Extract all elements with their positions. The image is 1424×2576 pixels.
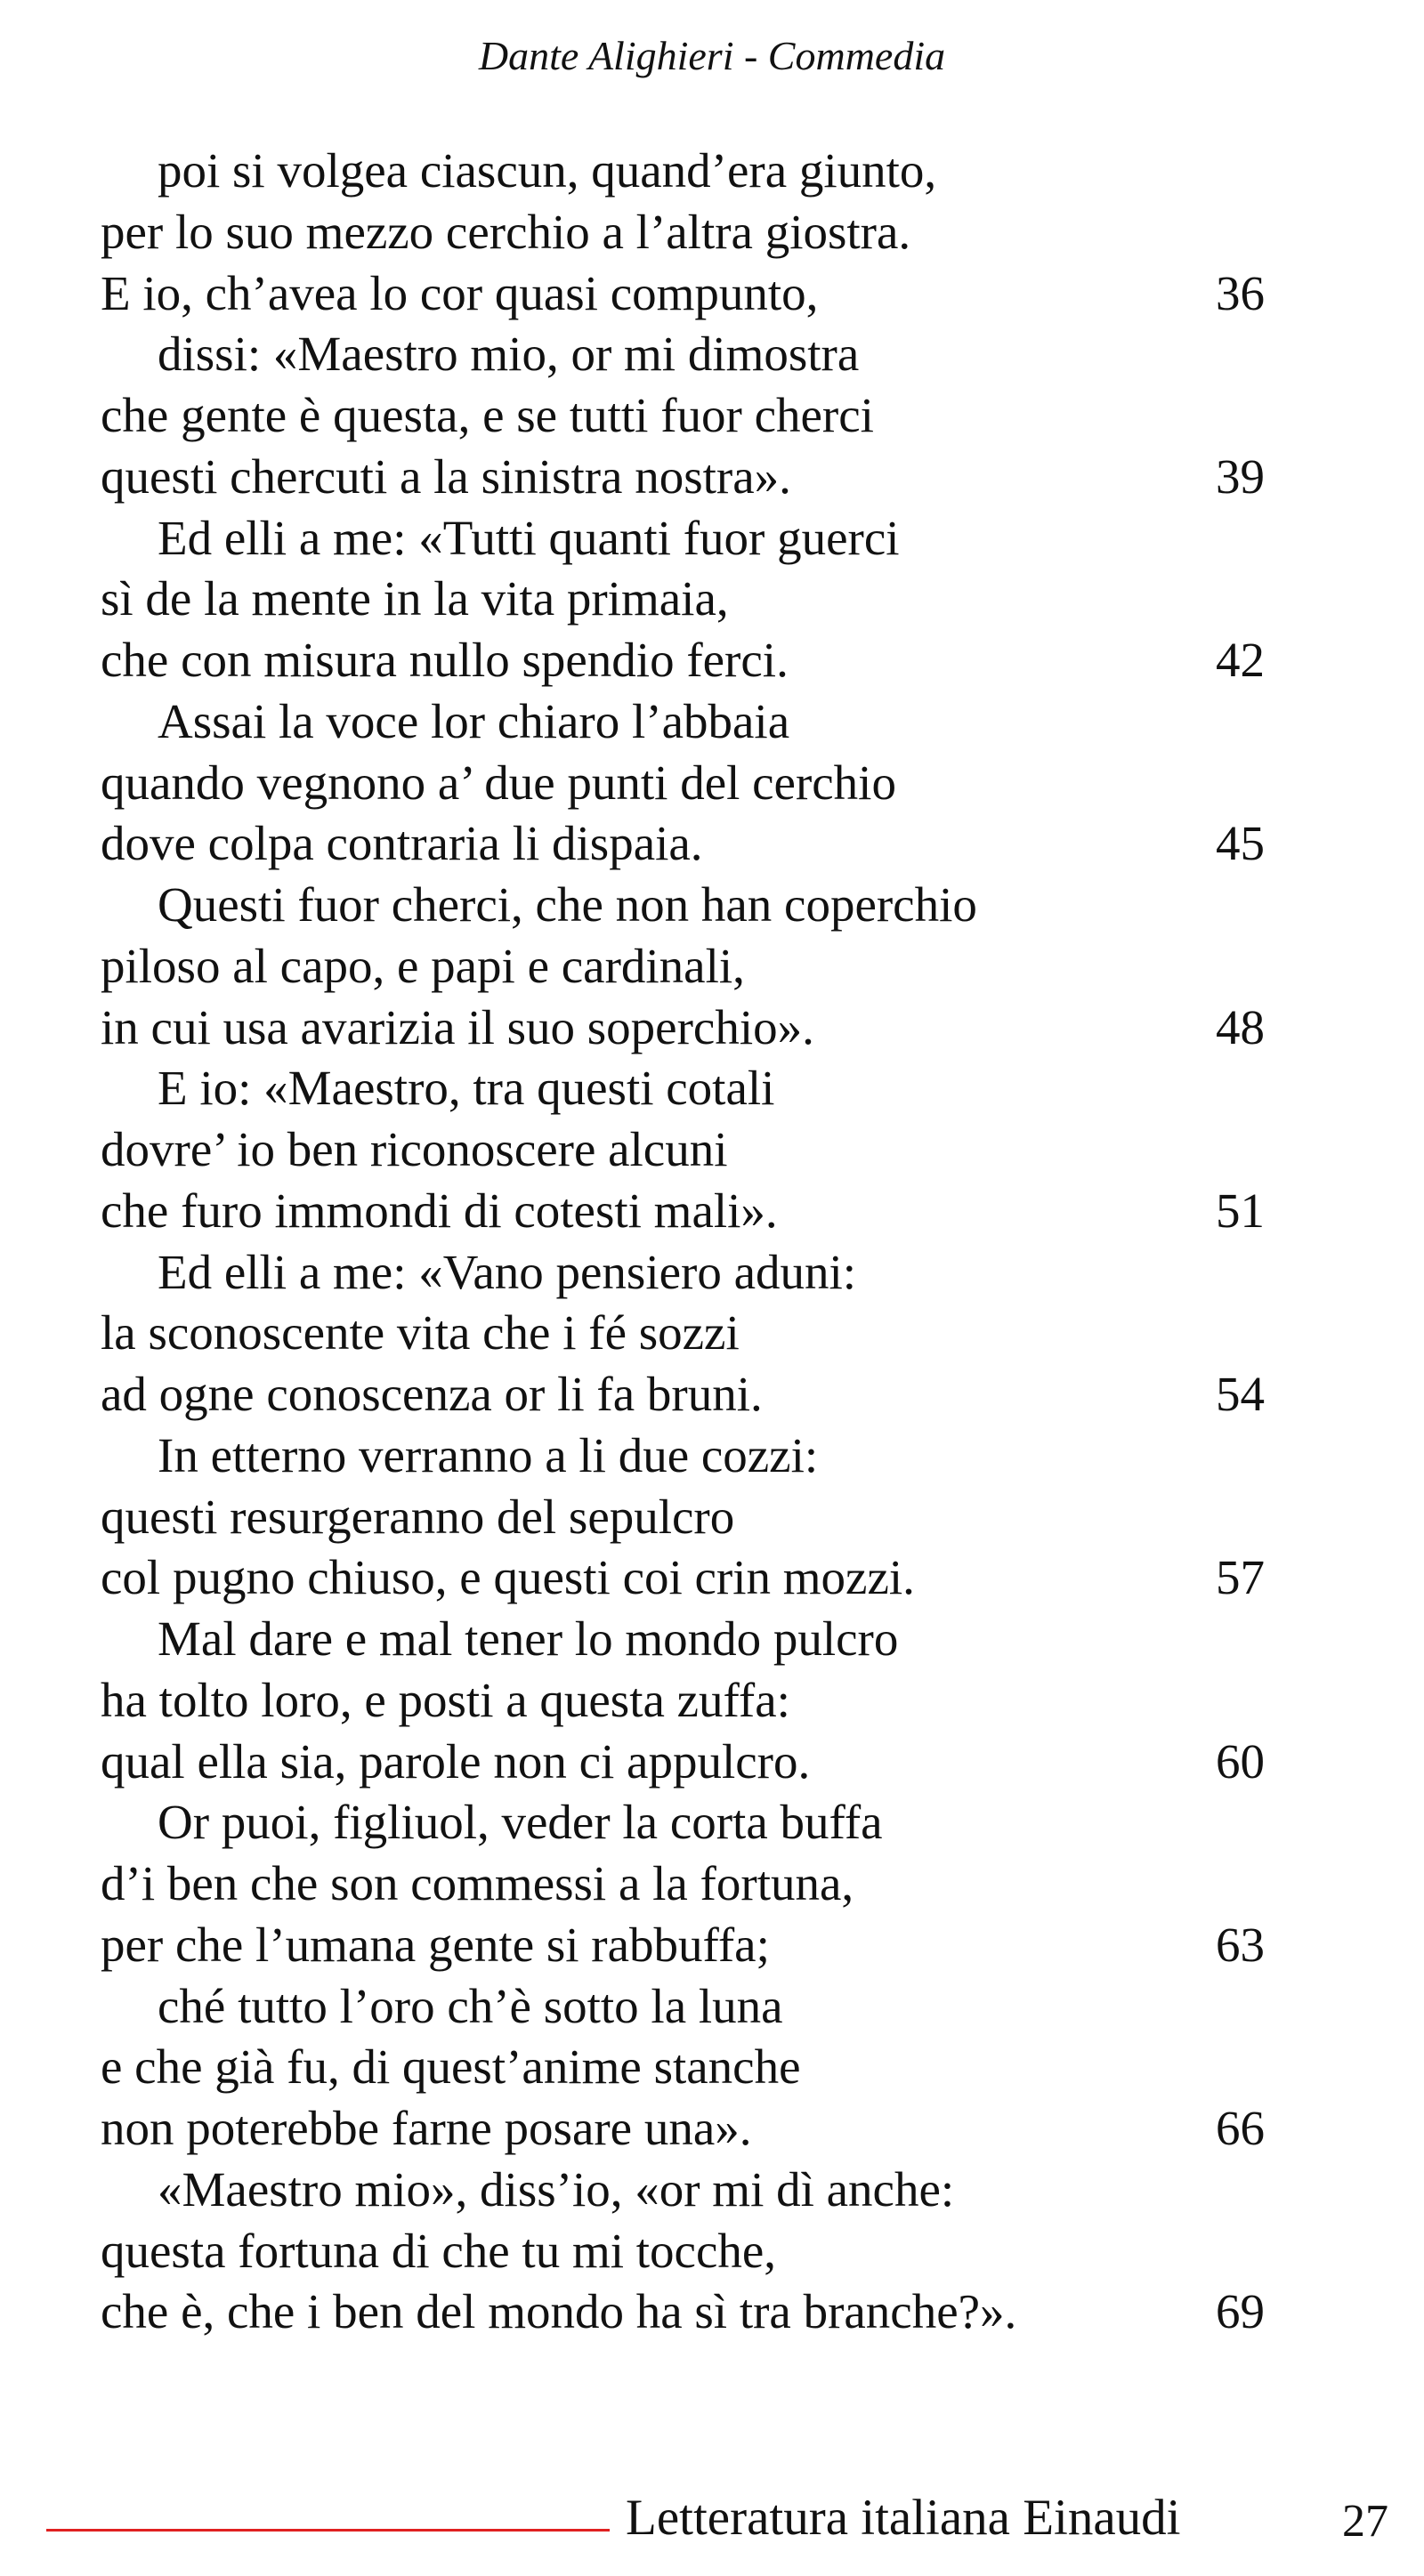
verse-text: poi si volgea ciascun, quand’era giunto,	[158, 143, 937, 198]
verse-text: in cui usa avarizia il suo soperchio».	[101, 999, 814, 1054]
verse-line	[101, 508, 1258, 569]
verse-number: 42	[1216, 633, 1265, 687]
verse-text: e che già fu, di quest’anime stanche	[101, 2039, 801, 2095]
verse-line	[101, 1487, 1258, 1548]
verse-text: per lo suo mezzo cerchio a l’altra giostra.	[101, 204, 911, 259]
verse-line	[101, 1670, 1258, 1732]
verse-text: quando vegnono a’ due punti del cerchio	[101, 755, 896, 810]
verse-number: 51	[1216, 1183, 1265, 1238]
verse-line	[101, 691, 1258, 753]
verse-line	[101, 1976, 1258, 2038]
verse-number: 45	[1216, 816, 1265, 871]
verse-line	[101, 1609, 1258, 1670]
verse-text: ha tolto loro, e posti a questa zuffa:	[101, 1672, 790, 1727]
verse-line	[101, 569, 1258, 630]
verse-line	[101, 997, 1265, 1059]
verse-line	[101, 1181, 1265, 1242]
footer-rule	[46, 2529, 610, 2532]
verse-text: questi chercuti a la sinistra nostra».	[101, 448, 791, 504]
verse-text: che è, che i ben del mondo ha sì tra branche?».	[101, 2284, 1017, 2339]
verse-text: questi resurgeranno del sepulcro	[101, 1489, 735, 1544]
verse-line	[101, 1792, 1258, 1853]
header-title: Dante Alighieri - Commedia	[478, 33, 946, 78]
verse-text: che gente è questa, e se tutti fuor cherci	[101, 388, 874, 442]
verse-text: «Maestro mio», diss’io, «or mi dì anche:	[158, 2161, 955, 2217]
verse-line	[101, 263, 1265, 325]
poem-text	[101, 141, 1265, 2343]
verse-number: 54	[1216, 1367, 1265, 1421]
verse-line	[101, 141, 1258, 202]
verse-number: 39	[1216, 448, 1265, 504]
verse-line	[101, 630, 1265, 691]
page-number: 27	[1342, 2496, 1388, 2547]
verse-text: la sconoscente vita che i fé sozzi	[101, 1305, 740, 1361]
verse-line	[101, 875, 1258, 936]
verse-line	[101, 1547, 1265, 1609]
verse-number: 48	[1216, 999, 1265, 1054]
verse-text: sì de la mente in la vita primaia,	[101, 571, 729, 626]
verse-line	[101, 936, 1258, 997]
verse-line	[101, 324, 1258, 385]
verse-text: Mal dare e mal tener lo mondo pulcro	[158, 1611, 899, 1666]
verse-text: questa fortuna di che tu mi tocche,	[101, 2223, 777, 2278]
verse-number: 66	[1216, 2101, 1265, 2155]
verse-number: 69	[1216, 2284, 1265, 2339]
verse-line	[101, 1058, 1258, 1119]
verse-text: Assai la voce lor chiaro l’abbaia	[158, 693, 790, 748]
verse-text: In etterno verranno a li due cozzi:	[158, 1427, 819, 1482]
verse-text: piloso al capo, e papi e cardinali,	[101, 938, 745, 993]
verse-text: Or puoi, figliuol, veder la corta buffa	[158, 1795, 883, 1850]
verse-line	[101, 1242, 1258, 1304]
verse-line	[101, 2221, 1258, 2282]
verse-text: che furo immondi di cotesti mali».	[101, 1183, 778, 1238]
verse-line	[101, 753, 1258, 814]
verse-text: Questi fuor cherci, che non han coperchio	[158, 877, 977, 932]
verse-number: 57	[1216, 1550, 1265, 1605]
verse-line	[101, 2160, 1258, 2221]
running-header	[0, 32, 1424, 79]
verse-text: d’i ben che son commessi a la fortuna,	[101, 1856, 854, 1910]
verse-text: qual ella sia, parole non ci appulcro.	[101, 1733, 811, 1789]
verse-line	[101, 202, 1258, 263]
verse-number: 63	[1216, 1917, 1265, 1972]
verse-line	[101, 1425, 1258, 1487]
verse-line	[101, 2281, 1265, 2343]
verse-text: che con misura nullo spendio ferci.	[101, 633, 789, 687]
verse-text: col pugno chiuso, e questi coi crin mozzi.	[101, 1550, 915, 1605]
page-footer	[0, 2483, 1424, 2563]
verse-line	[101, 1915, 1265, 1976]
verse-line	[101, 813, 1265, 875]
verse-text: E io, ch’avea lo cor quasi compunto,	[101, 265, 819, 320]
verse-number: 36	[1216, 265, 1265, 320]
verse-text: dissi: «Maestro mio, or mi dimostra	[158, 327, 860, 382]
verse-line	[101, 447, 1265, 508]
verse-line	[101, 2098, 1265, 2160]
verse-line	[101, 2037, 1258, 2098]
verse-line	[101, 1732, 1265, 1793]
verse-text: per che l’umana gente si rabbuffa;	[101, 1917, 770, 1972]
verse-line	[101, 1364, 1265, 1425]
verse-text: Ed elli a me: «Vano pensiero aduni:	[158, 1244, 857, 1299]
verse-text: non poterebbe farne posare una».	[101, 2101, 752, 2155]
verse-line	[101, 1303, 1258, 1364]
verse-text: dove colpa contraria li dispaia.	[101, 816, 703, 871]
verse-line	[101, 385, 1258, 447]
verse-line	[101, 1119, 1258, 1181]
verse-number: 60	[1216, 1733, 1265, 1789]
verse-text: Ed elli a me: «Tutti quanti fuor guerci	[158, 510, 900, 565]
verse-line	[101, 1853, 1258, 1915]
footer-publisher: Letteratura italiana Einaudi	[626, 2490, 1181, 2546]
verse-text: ad ogne conoscenza or li fa bruni.	[101, 1367, 763, 1421]
verse-text: E io: «Maestro, tra questi cotali	[158, 1061, 775, 1116]
verse-text: ché tutto l’oro ch’è sotto la luna	[158, 1978, 783, 2033]
verse-text: dovre’ io ben riconoscere alcuni	[101, 1122, 728, 1176]
